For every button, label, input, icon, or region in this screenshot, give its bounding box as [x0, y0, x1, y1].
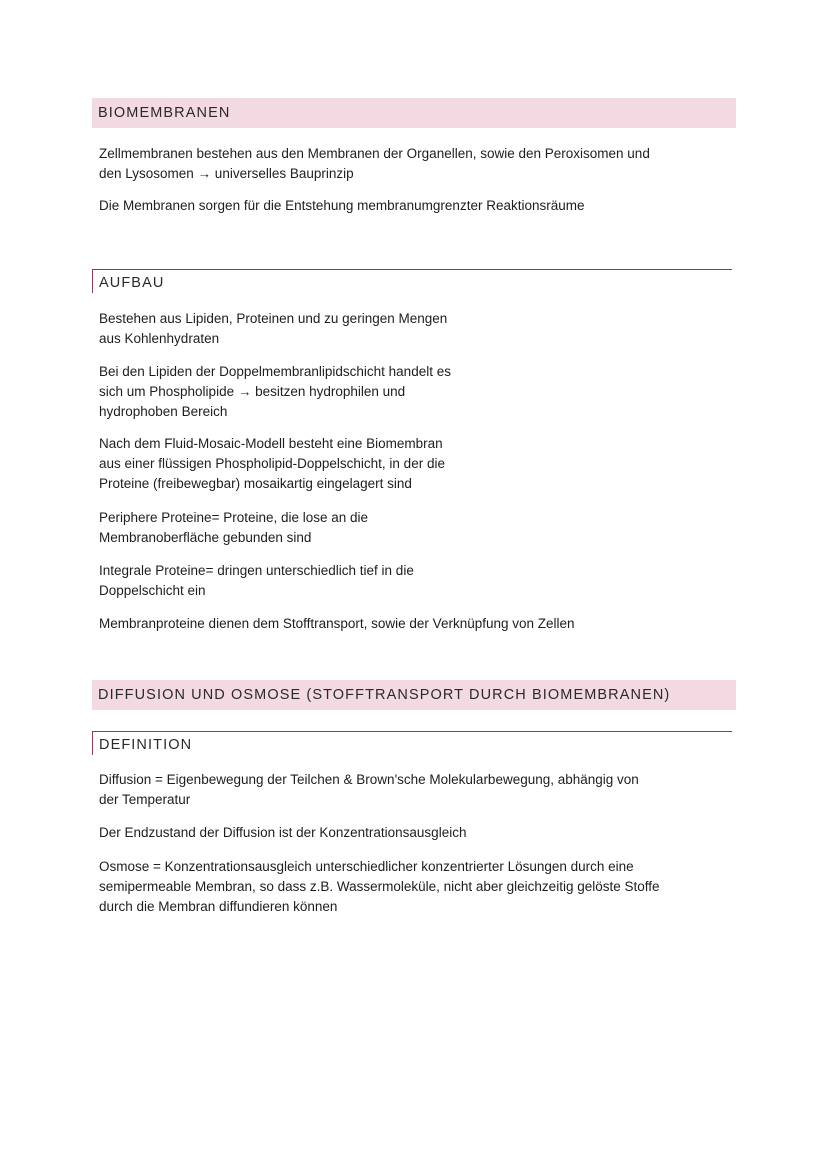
paragraph-periphere-proteine [99, 508, 368, 548]
paragraph-fluid-mosaic [99, 434, 445, 494]
text-line: den Lysosomen → universelles Bauprinzip [99, 166, 354, 181]
paragraph-integrale-proteine [99, 561, 414, 601]
paragraph-osmose-definition [99, 857, 660, 917]
text-line: Membranproteine dienen dem Stofftransport, sowie der Verknüpfung von Zellen [99, 616, 575, 631]
text-line: Nach dem Fluid-Mosaic-Modell besteht eine Biomembran [99, 436, 443, 451]
heading-biomembranen: BIOMEMBRANEN [92, 98, 736, 128]
text-line: Integrale Proteine= dringen unterschiedlich tief in die [99, 563, 414, 578]
paragraph-diffusion-definition [99, 770, 639, 810]
text-line: Periphere Proteine= Proteine, die lose an die [99, 510, 369, 525]
paragraph-membranproteine [99, 614, 575, 634]
text-line: semipermeable Membran, so dass z.B. Wassermoleküle, nicht aber gleichzeitig gelöste Stoffe [99, 879, 660, 894]
text-line: Membranoberfläche gebunden sind [99, 530, 312, 545]
text-line: Doppelschicht ein [99, 583, 206, 598]
text-line: Bestehen aus Lipiden, Proteinen und zu geringen Mengen [99, 311, 448, 326]
text-line: sich um Phospholipide → besitzen hydrophilen und [99, 384, 406, 399]
text-line: aus Kohlenhydraten [99, 331, 220, 346]
text-line: Diffusion = Eigenbewegung der Teilchen & Brown'sche Molekularbewegung, abhängig von [99, 772, 639, 787]
text-line: Zellmembranen bestehen aus den Membranen der Organellen, sowie den Peroxisomen und [99, 146, 650, 161]
paragraph-endzustand [99, 823, 466, 843]
text-line: Der Endzustand der Diffusion ist der Konzentrationsausgleich [99, 825, 467, 840]
text-line: Die Membranen sorgen für die Entstehung membranumgrenzter Reaktionsräume [99, 198, 585, 213]
text-line: der Temperatur [99, 792, 191, 807]
heading-aufbau: AUFBAU [92, 269, 732, 293]
paragraph-reaktionsraeume [99, 196, 585, 216]
heading-diffusion-osmose: DIFFUSION UND OSMOSE (STOFFTRANSPORT DURCH BIOMEMBRANEN) [92, 680, 736, 710]
paragraph-bestehen [99, 309, 447, 349]
text-line: durch die Membran diffundieren können [99, 899, 338, 914]
paragraph-lipide [99, 362, 451, 422]
text-line: Osmose = Konzentrationsausgleich unterschiedlicher konzentrierter Lösungen durch eine [99, 859, 634, 874]
text-line: Proteine (freibewegbar) mosaikartig eingelagert sind [99, 476, 412, 491]
text-line: Bei den Lipiden der Doppelmembranlipidschicht handelt es [99, 364, 451, 379]
heading-definition: DEFINITION [92, 731, 732, 755]
paragraph-zellmembranen [99, 144, 650, 184]
text-line: aus einer flüssigen Phospholipid-Doppelschicht, in der die [99, 456, 445, 471]
text-line: hydrophoben Bereich [99, 404, 228, 419]
